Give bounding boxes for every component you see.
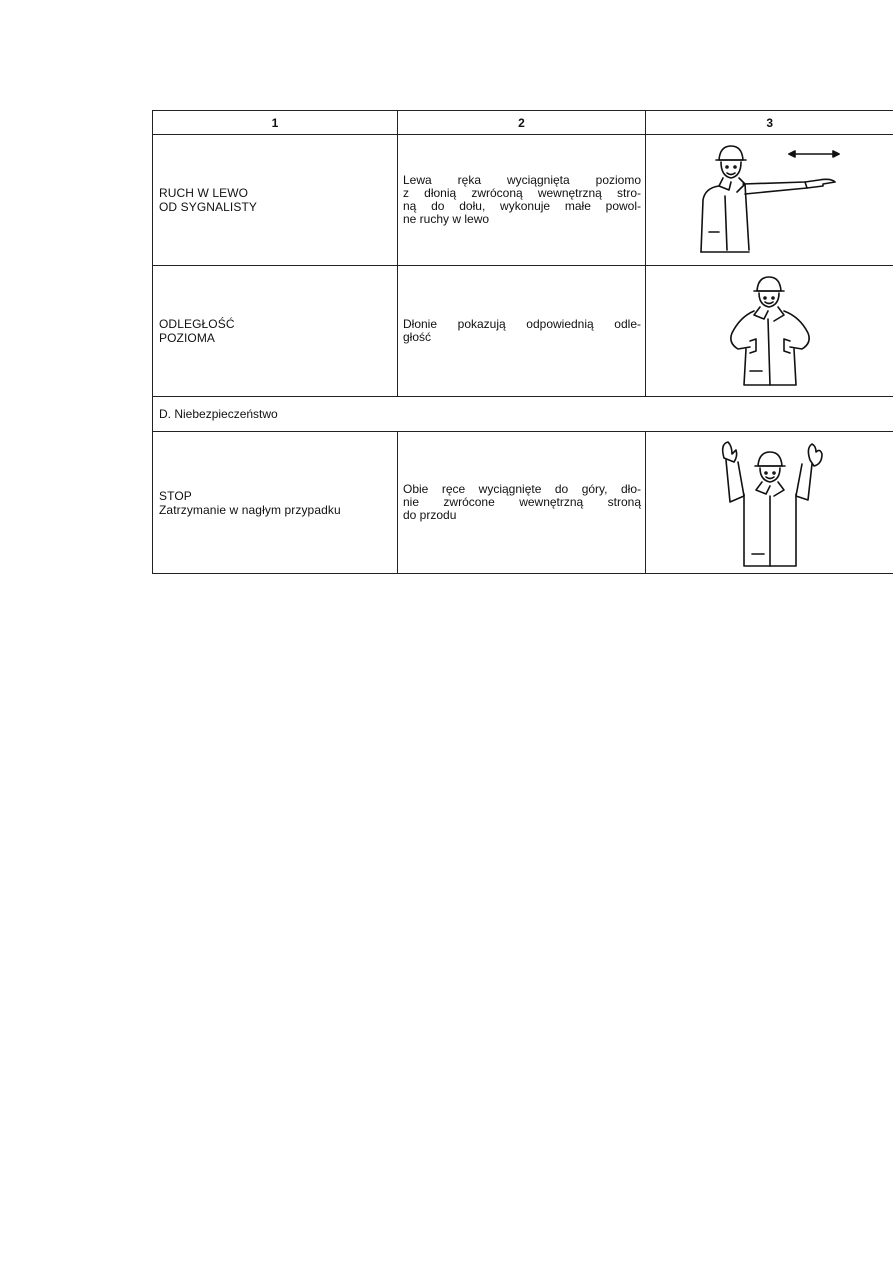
signal-name-line: OD SYGNALISTY	[159, 200, 257, 214]
column-header: 2	[398, 111, 646, 135]
description-line: Lewa ręka wyciągnięta poziomo	[403, 173, 641, 187]
figure-cell	[646, 266, 893, 397]
signaler-hands-distance-icon	[710, 271, 830, 391]
signal-name	[153, 266, 398, 397]
description-line: z dłonią zwróconą wewnętrzną stro-	[403, 186, 641, 200]
table-header-row	[153, 111, 893, 135]
signal-description	[398, 135, 646, 266]
figure-cell	[646, 135, 893, 266]
signal-name-line: Zatrzymanie w nagłym przypadku	[159, 502, 341, 517]
signaler-left-arm-horizontal-icon	[685, 140, 855, 260]
table-row	[153, 135, 893, 266]
section-row	[153, 397, 893, 432]
signal-description	[398, 432, 646, 574]
description-line: ne ruchy w lewo	[403, 212, 490, 226]
column-header: 3	[646, 111, 893, 135]
description-line: nie zwrócone wewnętrzną stroną	[403, 495, 641, 509]
table-row	[153, 432, 893, 574]
column-header: 1	[153, 111, 398, 135]
signaler-both-arms-up-icon	[710, 436, 830, 570]
description-line: głość	[403, 330, 432, 344]
section-title: D. Niebezpieczeństwo	[153, 397, 893, 432]
figure-cell	[646, 432, 893, 574]
description-line: Dłonie pokazują odpowiednią odle-	[403, 317, 641, 331]
description-line: Obie ręce wyciągnięte do góry, dło-	[403, 482, 641, 496]
signal-name	[153, 135, 398, 266]
description-line: ną do dołu, wykonuje małe powol-	[403, 199, 641, 213]
signal-name	[153, 432, 398, 574]
signals-table	[152, 110, 893, 574]
signal-name-line: RUCH W LEWO	[159, 186, 249, 200]
signal-name-line: STOP	[159, 488, 192, 503]
signal-name-line: ODLEGŁOŚĆ	[159, 317, 235, 331]
table-row	[153, 266, 893, 397]
signal-name-line: POZIOMA	[159, 331, 216, 345]
signal-description	[398, 266, 646, 397]
description-line: do przodu	[403, 508, 457, 522]
